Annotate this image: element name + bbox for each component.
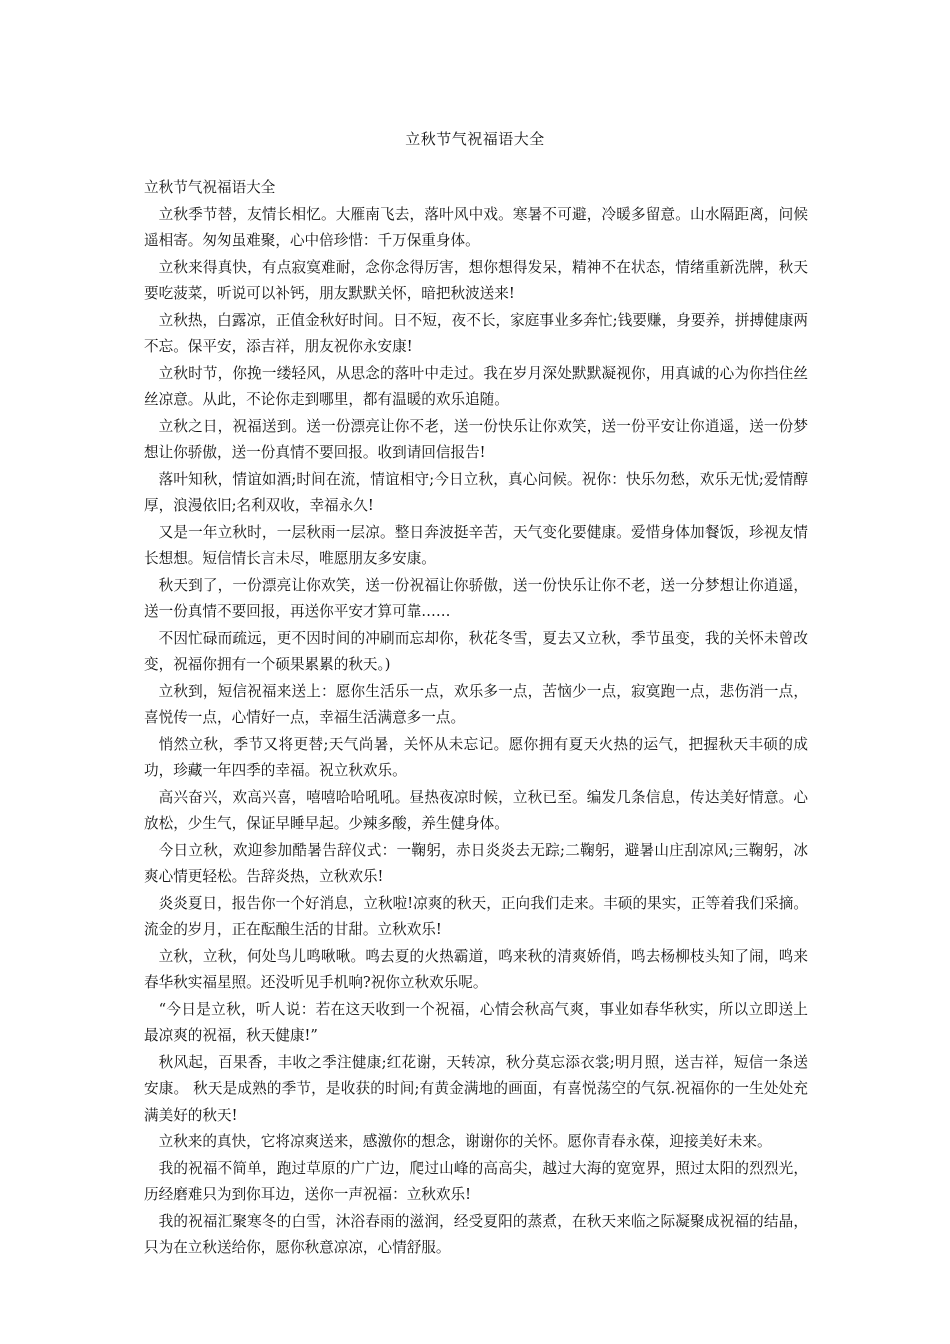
- paragraph: 落叶知秋，情谊如酒;时间在流，情谊相守;今日立秋，真心问候。祝你：快乐勿愁，欢乐无忧;爱情醇厚，浪漫依旧;名利双收，幸福永久!: [144, 470, 808, 514]
- paragraph: 不因忙碌而疏远，更不因时间的冲刷而忘却你，秋花冬雪，夏去又立秋，季节虽变，我的关怀未曾改变，祝福你拥有一个硕果累累的秋天。): [144, 629, 808, 673]
- paragraph: 又是一年立秋时，一层秋雨一层凉。整日奔波挺辛苦，天气变化要健康。爱惜身体加餐饭，珍视友情长想想。短信情长言未尽，唯愿朋友多安康。: [144, 523, 808, 567]
- paragraph: “今日是立秋，听人说：若在这天收到一个祝福，心情会秋高气爽，事业如春华秋实，所以立即送上最凉爽的祝福，秋天健康!”: [144, 1000, 808, 1044]
- paragraph: 今日立秋，欢迎参加酷暑告辞仪式：一鞠躬，赤日炎炎去无踪;二鞠躬，避暑山庄刮凉风;三鞠躬，冰爽心情更轻松。告辞炎热，立秋欢乐!: [144, 841, 808, 885]
- paragraph: 立秋，立秋，何处鸟儿鸣啾啾。鸣去夏的火热霸道，鸣来秋的清爽娇俏，鸣去杨柳枝头知了闹，鸣来春华秋实福星照。还没听见手机响?祝你立秋欢乐呢。: [144, 947, 808, 991]
- paragraph: 立秋来得真快，有点寂寞难耐，念你念得厉害，想你想得发呆，精神不在状态，情绪重新洗牌，秋天要吃菠菜，听说可以补钙，朋友默默关怀，暗把秋波送来!: [144, 258, 808, 302]
- paragraph: 炎炎夏日，报告你一个好消息，立秋啦!凉爽的秋天，正向我们走来。丰硕的果实，正等着我们采摘。流金的岁月，正在酝酿生活的甘甜。立秋欢乐!: [144, 894, 808, 938]
- document-body: [144, 175, 808, 1262]
- paragraph: 我的祝福不简单，跑过草原的广广边，爬过山峰的高高尖，越过大海的宽宽界，照过太阳的烈烈光，历经磨难只为到你耳边，送你一声祝福：立秋欢乐!: [144, 1159, 808, 1203]
- paragraph: 立秋季节替，友情长相忆。大雁南飞去，落叶风中戏。寒暑不可避，冷暖多留意。山水隔距离，问候遥相寄。匆匆虽难聚，心中倍珍惜：千万保重身体。: [144, 205, 808, 249]
- document-subtitle: 立秋节气祝福语大全: [144, 179, 276, 196]
- paragraph: 高兴奋兴，欢高兴喜，嘻嘻哈哈吼吼。昼热夜凉时候，立秋已至。编发几条信息，传达美好情意。心放松，少生气，保证早睡早起。少辣多酸，养生健身体。: [144, 788, 808, 832]
- paragraph: 立秋时节，你挽一缕轻风，从思念的落叶中走过。我在岁月深处默默凝视你，用真诚的心为你挡住丝丝凉意。从此，不论你走到哪里，都有温暖的欢乐追随。: [144, 364, 808, 408]
- paragraph: 秋风起，百果香，丰收之季注健康;红花谢，天转凉，秋分莫忘添衣裳;明月照，送吉祥，短信一条送安康。 秋天是成熟的季节，是收获的时间;有黄金满地的画面，有喜悦荡空的气氛.祝福你的一生处处充满美好的秋天!: [144, 1053, 808, 1124]
- paragraph: 立秋热，白露凉，正值金秋好时间。日不短，夜不长，家庭事业多奔忙;钱要赚，身要养，拼搏健康两不忘。保平安，添吉祥，朋友祝你永安康!: [144, 311, 808, 355]
- paragraph: 立秋到，短信祝福来送上：愿你生活乐一点，欢乐多一点，苦恼少一点，寂寞跑一点，悲伤消一点，喜悦传一点，心情好一点，幸福生活满意多一点。: [144, 682, 808, 726]
- paragraph: 立秋之日，祝福送到。送一份漂亮让你不老，送一份快乐让你欢笑，送一份平安让你逍遥，送一份梦想让你骄傲，送一份真情不要回报。收到请回信报告!: [144, 417, 808, 461]
- document-title: 立秋节气祝福语大全: [405, 130, 545, 148]
- paragraph: 悄然立秋，季节又将更替;天气尚暑，关怀从未忘记。愿你拥有夏天火热的运气，把握秋天丰硕的成功，珍藏一年四季的幸福。祝立秋欢乐。: [144, 735, 808, 779]
- paragraph: 立秋来的真快，它将凉爽送来，感激你的想念，谢谢你的关怀。愿你青春永葆，迎接美好未来。: [158, 1133, 772, 1150]
- paragraph: 秋天到了，一份漂亮让你欢笑，送一份祝福让你骄傲，送一份快乐让你不老，送一分梦想让你逍遥，送一份真情不要回报，再送你平安才算可靠……: [144, 576, 808, 620]
- paragraph: 我的祝福汇聚寒冬的白雪，沐浴春雨的滋润，经受夏阳的蒸煮，在秋天来临之际凝聚成祝福的结晶，只为在立秋送给你，愿你秋意凉凉，心情舒服。: [144, 1212, 808, 1256]
